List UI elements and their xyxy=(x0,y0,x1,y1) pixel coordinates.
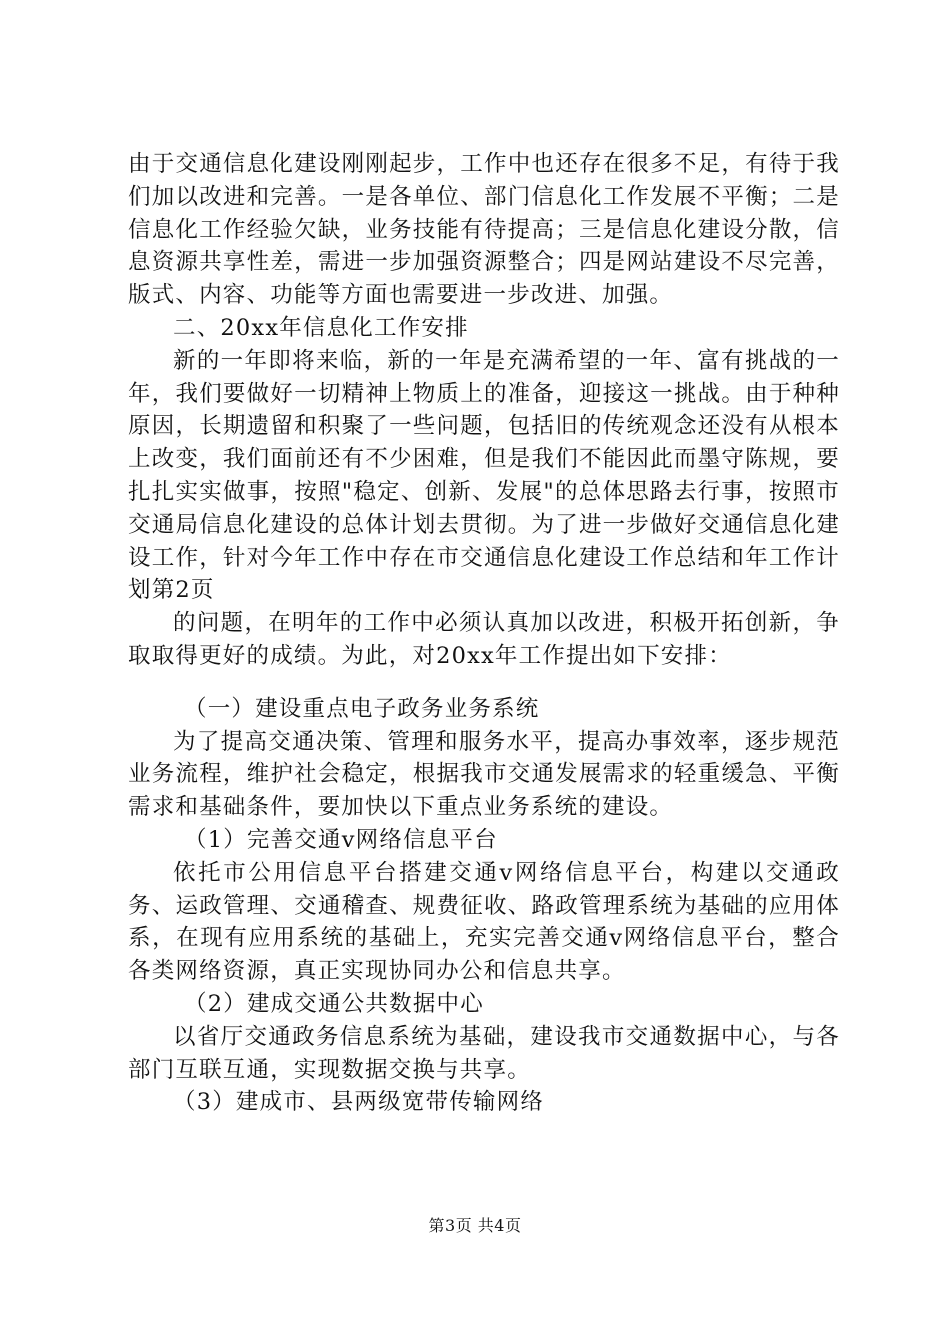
page-number-footer: 第3页 共4页 xyxy=(428,1216,522,1235)
section-heading-2020-plan: 二、20xx年信息化工作安排 xyxy=(173,314,469,341)
paragraph-shortcomings: 由于交通信息化建设刚刚起步，工作中也还存在很多不足，有待于我们加以改进和完善。一是各单位、部门信息化工作发展不平衡；二是信息化工作经验欠缺，业务技能有待提高；三是信息化建设分散，信息资源共享性差，需进一步加强资源整合；四是网站建设不尽完善，版式、内容、功能等方面也需要进一步改进、加强。 xyxy=(128,151,840,309)
subheading-egov-systems: （一）建设重点电子政务业务系统 xyxy=(184,695,540,722)
item-heading-3: （3）建成市、县两级宽带传输网络 xyxy=(173,1089,545,1116)
paragraph-arrangements: 的问题，在明年的工作中必须认真加以改进，积极开拓创新，争取取得更好的成绩。为此，对20xx年工作提出如下安排： xyxy=(128,610,840,669)
item-heading-1: （1）完善交通v网络信息平台 xyxy=(184,826,498,853)
paragraph-item-1: 依托市公用信息平台搭建交通v网络信息平台，构建以交通政务、运政管理、交通稽查、规费征收、路政管理系统为基础的应用体系，在现有应用系统的基础上，充实完善交通v网络信息平台，整合各类网络资源，真正实现协同办公和信息共享。 xyxy=(128,859,840,985)
paragraph-egov-systems: 为了提高交通决策、管理和服务水平，提高办事效率，逐步规范业务流程，维护社会稳定，根据我市交通发展需求的轻重缓急、平衡需求和基础条件，要加快以下重点业务系统的建设。 xyxy=(128,728,840,821)
item-heading-2: （2）建成交通公共数据中心 xyxy=(184,990,484,1017)
paragraph-new-year: 新的一年即将来临，新的一年是充满希望的一年、富有挑战的一年，我们要做好一切精神上物质上的准备，迎接这一挑战。由于种种原因，长期遗留和积聚了一些问题，包括旧的传统观念还没有从根本上改变，我们面前还有不少困难，但是我们不能因此而墨守陈规，要扎扎实实做事，按照"稳定、创新、发展"的总体思路去行事，按照市交通局信息化建设的总体计划去贯彻。为了进一步做好交通信息化建设工作，针对今年工作中存在市交通信息化建设工作总结和年工作计划第2页 xyxy=(128,347,840,604)
paragraph-item-2: 以省厅交通政务信息系统为基础，建设我市交通数据中心，与各部门互联互通，实现数据交换与共享。 xyxy=(128,1023,840,1083)
document-body xyxy=(128,148,840,1119)
